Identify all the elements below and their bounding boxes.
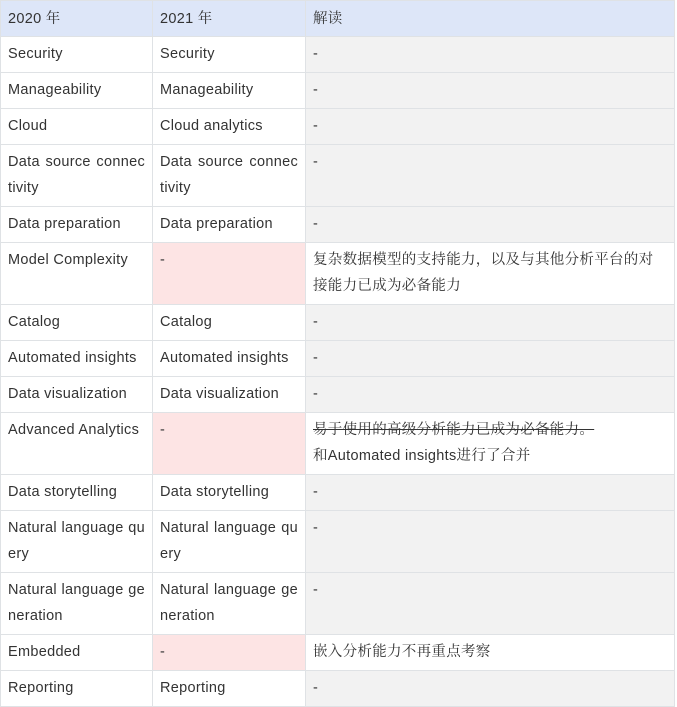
- table-row: [1, 341, 675, 377]
- cell-2020: Data preparation: [1, 207, 153, 243]
- cell-interpretation: [306, 413, 675, 475]
- table-header-row: [1, 1, 675, 37]
- cell-2020: Data source connectivity: [1, 145, 153, 207]
- cell-2021: Reporting: [153, 671, 306, 707]
- cell-2020: Embedded: [1, 635, 153, 671]
- cell-interpretation: -: [306, 207, 675, 243]
- cell-interpretation: -: [306, 511, 675, 573]
- cell-interpretation: -: [306, 377, 675, 413]
- cell-2020: Manageability: [1, 73, 153, 109]
- cell-2021-removed: -: [153, 635, 306, 671]
- struck-note: 易于使用的高级分析能力已成为必备能力。: [313, 422, 595, 438]
- table-row: [1, 573, 675, 635]
- cell-2021: Catalog: [153, 305, 306, 341]
- cell-2020: Natural language generation: [1, 573, 153, 635]
- cell-interpretation: -: [306, 573, 675, 635]
- cell-interpretation: -: [306, 305, 675, 341]
- table-row: [1, 635, 675, 671]
- cell-2021: Natural language query: [153, 511, 306, 573]
- cell-2021-removed: -: [153, 413, 306, 475]
- cell-2021: Data visualization: [153, 377, 306, 413]
- table-row: [1, 377, 675, 413]
- cell-2020: Model Complexity: [1, 243, 153, 305]
- table-row: [1, 243, 675, 305]
- cell-2020: Automated insights: [1, 341, 153, 377]
- table-row: [1, 511, 675, 573]
- cell-2021: Cloud analytics: [153, 109, 306, 145]
- table-row: [1, 305, 675, 341]
- cell-2020: Cloud: [1, 109, 153, 145]
- cell-interpretation: -: [306, 671, 675, 707]
- table-row: [1, 671, 675, 707]
- cell-2020: Catalog: [1, 305, 153, 341]
- cell-interpretation: -: [306, 37, 675, 73]
- cell-2021: Natural language generation: [153, 573, 306, 635]
- table-row: [1, 413, 675, 475]
- header-2021: 2021 年: [153, 1, 306, 37]
- cell-interpretation: -: [306, 145, 675, 207]
- header-interpretation: 解读: [306, 1, 675, 37]
- cell-2020: Reporting: [1, 671, 153, 707]
- table-row: [1, 145, 675, 207]
- table-row: [1, 73, 675, 109]
- cell-2021: Manageability: [153, 73, 306, 109]
- cell-2021: Automated insights: [153, 341, 306, 377]
- header-2020: 2020 年: [1, 1, 153, 37]
- cell-interpretation: 复杂数据模型的支持能力，以及与其他分析平台的对接能力已成为必备能力: [306, 243, 675, 305]
- cell-2021: Data source connectivity: [153, 145, 306, 207]
- cell-interpretation: -: [306, 475, 675, 511]
- cell-2020: Security: [1, 37, 153, 73]
- cell-2020: Data visualization: [1, 377, 153, 413]
- table-row: [1, 109, 675, 145]
- table-row: [1, 37, 675, 73]
- table-row: [1, 475, 675, 511]
- cell-2021: Data storytelling: [153, 475, 306, 511]
- cell-2020: Data storytelling: [1, 475, 153, 511]
- merge-note: 和Automated insights进行了合并: [313, 448, 531, 464]
- table-row: [1, 207, 675, 243]
- cell-2020: Natural language query: [1, 511, 153, 573]
- cell-interpretation: -: [306, 109, 675, 145]
- cell-2021: Security: [153, 37, 306, 73]
- cell-2021: Data preparation: [153, 207, 306, 243]
- cell-interpretation: -: [306, 73, 675, 109]
- cell-2020: Advanced Analytics: [1, 413, 153, 475]
- cell-2021-removed: -: [153, 243, 306, 305]
- cell-interpretation: -: [306, 341, 675, 377]
- cell-interpretation: 嵌入分析能力不再重点考察: [306, 635, 675, 671]
